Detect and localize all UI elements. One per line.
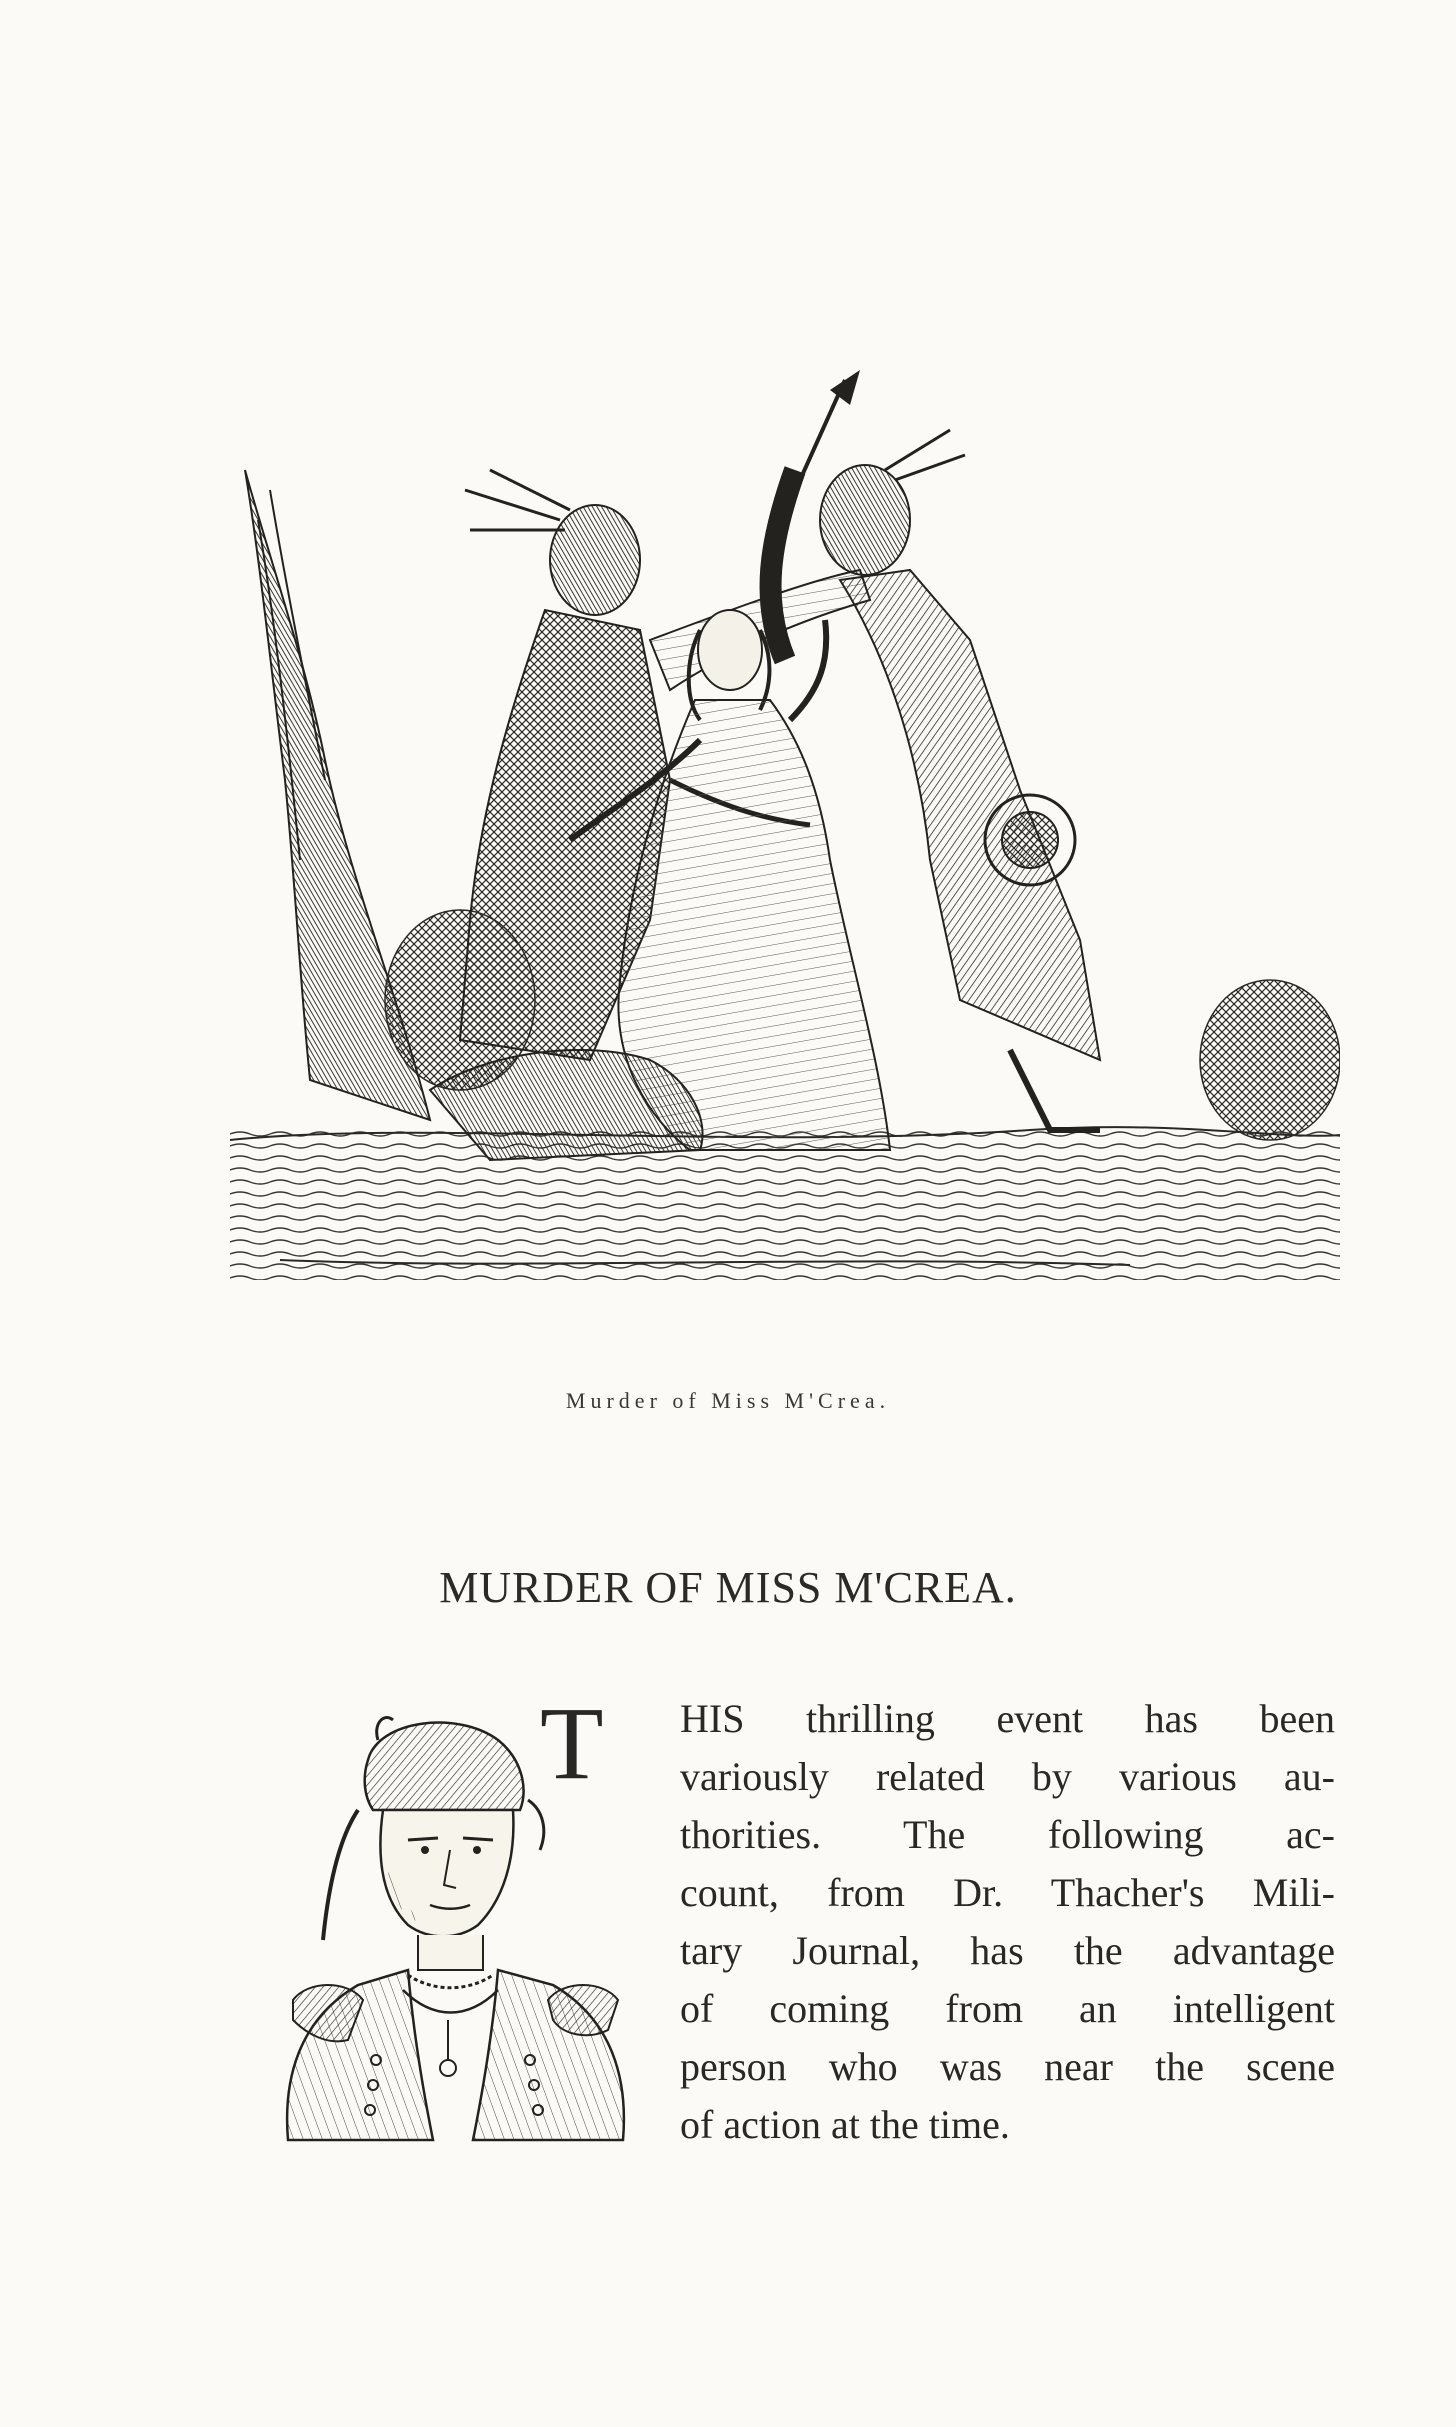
text-line: of action at the time. bbox=[680, 2102, 1010, 2147]
text-line: thorities. The following ac- bbox=[680, 1812, 1335, 1857]
drop-cap-letter: T bbox=[540, 1686, 604, 1801]
engraving-illustration bbox=[230, 360, 1340, 1380]
text-line: variously related by various au- bbox=[680, 1754, 1335, 1799]
text-line: tary Journal, has the advantage bbox=[680, 1928, 1335, 1973]
illustration-caption: Murder of Miss M'Crea. bbox=[565, 1388, 891, 1413]
text-line: HIS thrilling event has been bbox=[680, 1696, 1335, 1741]
body-paragraph bbox=[680, 1690, 1335, 2154]
text-line: of coming from an intelligent bbox=[680, 1986, 1335, 2031]
text-line: count, from Dr. Thacher's Mili- bbox=[680, 1870, 1335, 1915]
text-line: person who was near the scene bbox=[680, 2044, 1335, 2089]
chapter-heading: MURDER OF MISS M'CREA. bbox=[439, 1563, 1017, 1612]
